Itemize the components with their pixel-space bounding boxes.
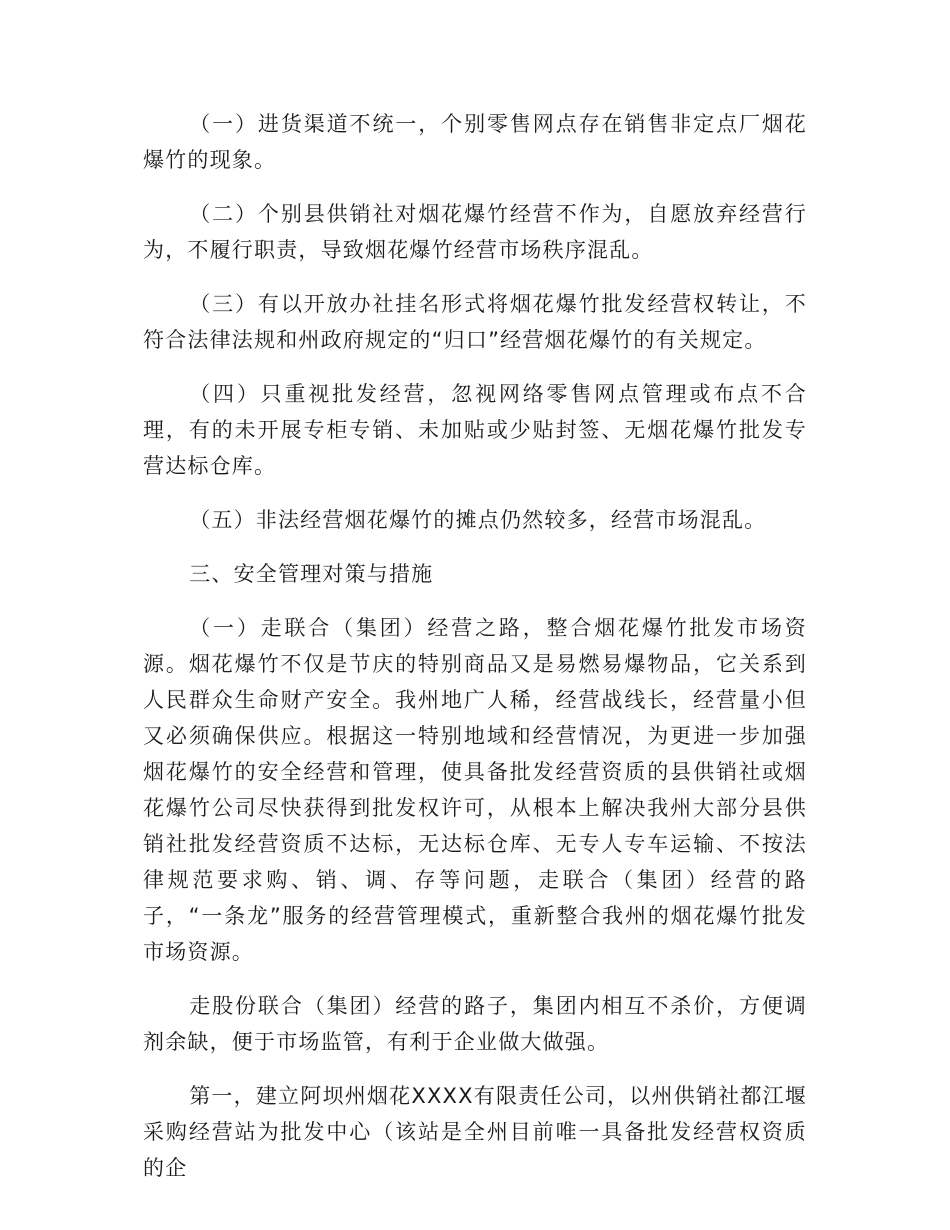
document-body (143, 106, 807, 1204)
paragraph-first-step: 第一，建立阿坝州烟花XXXX有限责任公司，以州供销社都江堰采购经营站为批发中心（该站是全州目前唯一具备批发经营权资质的企 (143, 1084, 807, 1180)
paragraph-measure-1: （一）走联合（集团）经营之路，整合烟花爆竹批发市场资源。烟花爆竹不仅是节庆的特别商品又是易燃易爆物品，它关系到人民群众生命财产安全。我州地广人稀，经营战线长，经营量小但又必须确保供应。根据这一特别地域和经营情况，为更进一步加强烟花爆竹的安全经营和管理，使具备批发经营资质的县供销社或烟花爆竹公司尽快获得到批发权许可，从根本上解决我州大部分县供销社批发经营资质不达标，无达标仓库、无专人专车运输、不按法律规范要求购、销、调、存等问题，走联合（集团）经营的路子，“一条龙”服务的经营管理模式，重新整合我州的烟花爆竹批发市场资源。 (143, 616, 807, 964)
paragraph-issue-4: （四）只重视批发经营，忽视网络零售网点管理或布点不合理，有的未开展专柜专销、未加贴或少贴封签、无烟花爆竹批发专营达标仓库。 (143, 382, 807, 478)
section-heading: 三、安全管理对策与措施 (189, 562, 434, 586)
paragraph-issue-1: （一）进货渠道不统一，个别零售网点存在销售非定点厂烟花爆竹的现象。 (143, 112, 807, 172)
paragraph-joint-operation: 走股份联合（集团）经营的路子，集团内相互不杀价，方便调剂余缺，便于市场监管，有利于企业做大做强。 (143, 994, 807, 1054)
paragraph-issue-3: （三）有以开放办社挂名形式将烟花爆竹批发经营权转让，不符合法律法规和州政府规定的“归口”经营烟花爆竹的有关规定。 (143, 292, 807, 352)
paragraph-issue-5: （五）非法经营烟花爆竹的摊点仍然较多，经营市场混乱。 (189, 508, 767, 532)
paragraph-issue-2: （二）个别县供销社对烟花爆竹经营不作为，自愿放弃经营行为，不履行职责，导致烟花爆竹经营市场秩序混乱。 (143, 202, 807, 262)
